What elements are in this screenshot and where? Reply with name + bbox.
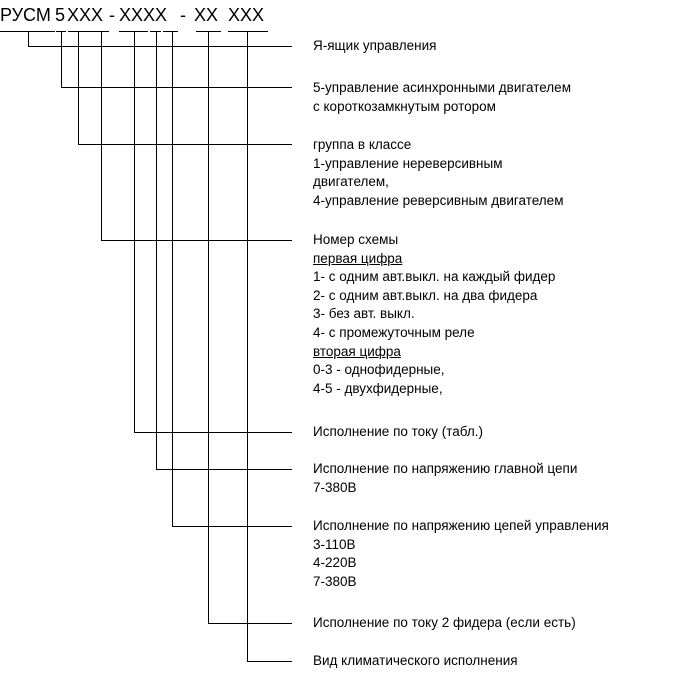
code-group-scheme: ХХХ <box>67 5 104 25</box>
connector-scheme <box>102 32 293 241</box>
label-second-feeder: Исполнение по току 2 фидера (если есть) <box>313 615 576 630</box>
connector-ya <box>29 32 293 47</box>
second-digit-heading: вторая цифра <box>313 343 401 359</box>
connector-main-voltage <box>157 32 293 470</box>
first-digit-heading: первая цифра <box>313 250 403 266</box>
label-control-voltage: Исполнение по напряжению цепей управления 3-110В 4-220В 7-380В <box>313 518 609 589</box>
code-prefix: РУСМ <box>0 5 51 25</box>
code-motor-type: 5 <box>55 5 66 25</box>
connector-5 <box>62 32 293 88</box>
code-second-feeder: ХХ <box>194 5 219 25</box>
code-climate: ХХХ <box>228 5 265 25</box>
label-climate: Вид климатического исполнения <box>313 653 518 668</box>
code-current-voltage: ХХХХ <box>119 5 168 25</box>
connector-control-voltage <box>173 32 293 527</box>
label-ya: Я-ящик управления <box>313 38 437 53</box>
label-current: Исполнение по току (табл.) <box>313 424 484 439</box>
code-dash-1: - <box>109 5 115 25</box>
connector-climate <box>248 32 293 662</box>
label-motor-type: 5-управление асинхронными двигателем с короткозамкнутым ротором <box>313 80 571 114</box>
connector-current <box>135 32 293 433</box>
label-scheme: Номер схемы первая цифра 1- с одним авт.выкл. на каждый фидер 2- с одним авт.выкл. на два фидера 3- без авт. выкл. 4- с промежуточным реле вторая цифра 0-3 - однофидерные, 4-5 - двухфидерные, <box>313 232 556 396</box>
label-main-voltage: Исполнение по напряжению главной цепи 7-380В <box>313 461 578 495</box>
code-dash-2: - <box>175 5 186 25</box>
label-group: группа в классе 1-управление нереверсивным двигателем, 4-управление реверсивным двигателем <box>313 137 564 208</box>
connector-feeder2 <box>209 32 293 624</box>
